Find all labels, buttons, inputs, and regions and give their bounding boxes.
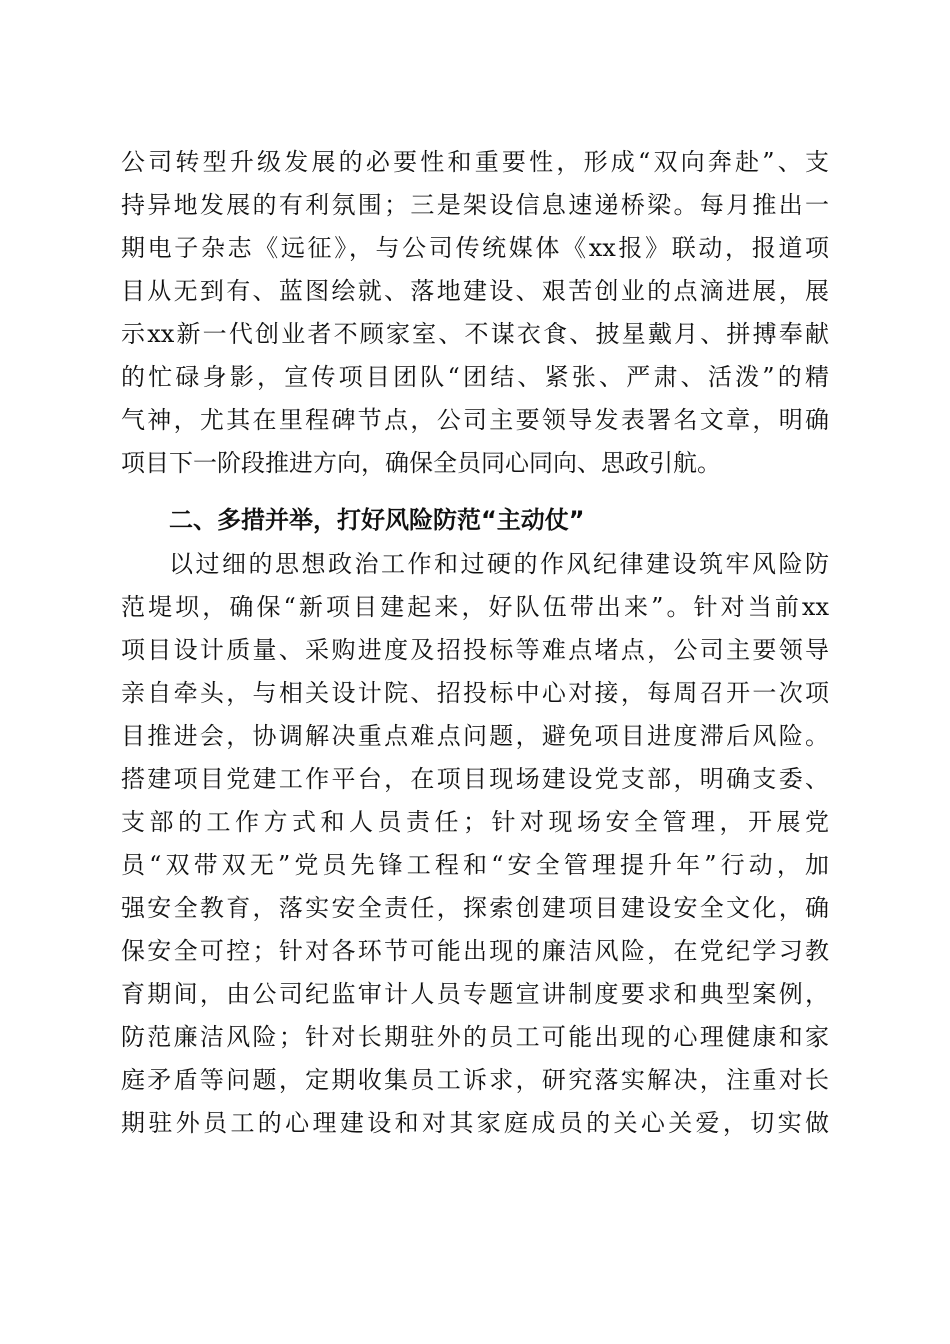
- paragraph-1-line-2: 持异地发展的有利氛围；三是架设信息速递桥梁。每月推出一: [121, 191, 829, 219]
- paragraph-2-line-14: 期驻外员工的心理建设和对其家庭成员的关心关爱，切实做: [121, 1109, 829, 1137]
- paragraph-2-line-4: 亲自牵头，与相关设计院、招投标中心对接，每周召开一次项: [121, 679, 829, 707]
- paragraph-1-line-7: 气神，尤其在里程碑节点，公司主要领导发表署名文章，明确: [121, 406, 829, 434]
- paragraph-2-line-5: 目推进会，协调解决重点难点问题，避免项目进度滞后风险。: [121, 722, 829, 750]
- paragraph-1-line-6: 的忙碌身影，宣传项目团队“团结、紧张、严肃、活泼”的精: [121, 363, 829, 391]
- paragraph-2-line-12: 防范廉洁风险；针对长期驻外的员工可能出现的心理健康和家: [121, 1023, 829, 1051]
- paragraph-2-line-1: 以过细的思想政治工作和过硬的作风纪律建设筑牢风险防: [169, 550, 829, 578]
- paragraph-2-line-11: 育期间，由公司纪监审计人员专题宣讲制度要求和典型案例，: [121, 980, 829, 1008]
- paragraph-2-line-2: 范堤坝，确保“新项目建起来，好队伍带出来”。针对当前xx: [121, 593, 829, 621]
- paragraph-1-line-5: 示xx新一代创业者不顾家室、不谋衣食、披星戴月、拼搏奉献: [121, 320, 829, 348]
- paragraph-2-line-10: 保安全可控；针对各环节可能出现的廉洁风险，在党纪学习教: [121, 937, 829, 965]
- paragraph-1-line-8: 项目下一阶段推进方向，确保全员同心同向、思政引航。: [121, 449, 721, 477]
- paragraph-2-line-3: 项目设计质量、采购进度及招投标等难点堵点，公司主要领导: [121, 636, 829, 664]
- paragraph-1-line-1: 公司转型升级发展的必要性和重要性，形成“双向奔赴”、支: [121, 148, 829, 176]
- paragraph-2-line-9: 强安全教育，落实安全责任，探索创建项目建设安全文化，确: [121, 894, 829, 922]
- paragraph-2-line-13: 庭矛盾等问题，定期收集员工诉求，研究落实解决，注重对长: [121, 1066, 829, 1094]
- paragraph-2-line-7: 支部的工作方式和人员责任；针对现场安全管理，开展党: [121, 808, 829, 836]
- section-heading: 二、多措并举，打好风险防范“主动仗”: [169, 506, 585, 534]
- paragraph-1-line-4: 目从无到有、蓝图绘就、落地建设、艰苦创业的点滴进展，展: [121, 277, 829, 305]
- paragraph-2-line-6: 搭建项目党建工作平台，在项目现场建设党支部，明确支委、: [121, 765, 829, 793]
- paragraph-2-line-8: 员“双带双无”党员先锋工程和“安全管理提升年”行动，加: [121, 851, 829, 879]
- paragraph-1-line-3: 期电子杂志《远征》，与公司传统媒体《xx报》联动，报道项: [121, 234, 829, 262]
